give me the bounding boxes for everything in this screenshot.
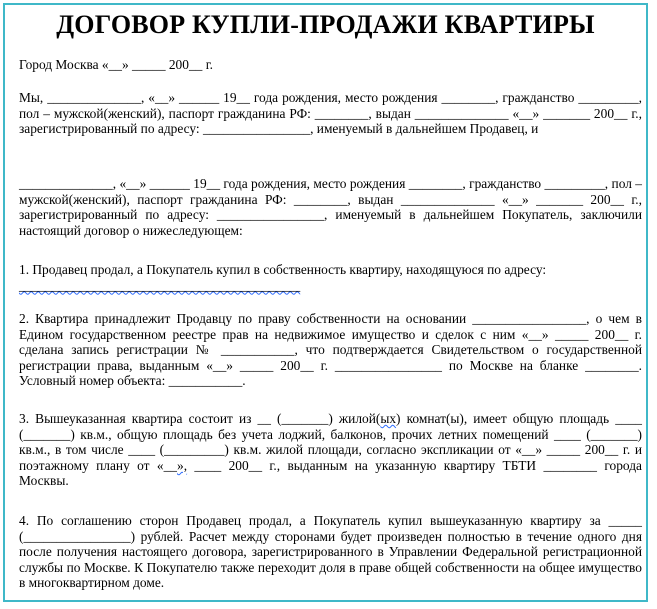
clause-3-spell-mark-2: », (177, 457, 188, 473)
clause-3-part-a: 3. Вышеуказанная квартира состоит из __ (_______) жилой( (19, 411, 381, 426)
seller-paragraph: Мы, ______________, «__» ______ 19__ года рождения, место рождения ________, гражданство _________, пол – мужской(женский), паспорт гражданина РФ: ________, выдан ______________ «__» _______ 200__ г., зарегистрированный по адресу: ________________, именуемый в дальнейшем Продавец, и (19, 90, 642, 137)
clause-1-text: 1. Продавец продал, а Покупатель купил в собственность квартиру, находящуюся по адресу: (19, 262, 547, 277)
clause-4: 4. По соглашению сторон Продавец продал, а Покупатель купил вышеуказанную квартиру за _____ (________________) рублей. Расчет между сторонами будет произведен полностью в течение одного дня после получения настоящего договора, зарегистрированного в Управлении Федеральной регистрационной службы по Москве. К Покупателю также переходит доля в праве общей собственности на общее имущество в многоквартирном доме. (19, 513, 642, 591)
clause-2: 2. Квартира принадлежит Продавцу по праву собственности на основании _________________, о чем в Едином государственном реестре прав на недвижимое имущество и сделок с ним «__» _____ 200__ г. сделана запись регистрации № ___________, что подтверждается Свидетельством о государственной регистрации права, выданным «__» _____ 200__ г. ________________ по Москве на бланке ________. Условный номер объекта: ___________. (19, 311, 642, 389)
clause-3-spell-mark: ых (380, 411, 397, 426)
document-page (3, 3, 648, 602)
clause-3-part-b: ) комнат(ы), имеет общую площадь ____ (_______) кв.м., общую площадь без учета лоджий, балконов, прочих летних помещений ____ (_______) кв.м., в том числе ____ (_________) кв.м. жилой площади, согласно экспликации от «__» _____ 200__ г. и поэтажному плану от «__ (19, 411, 642, 473)
clause-3-part-c: ____ 200__ г., выданным на указанную квартиру ТБТИ ________ города Москвы. (19, 457, 642, 489)
clause-3 (19, 411, 642, 489)
clause-1 (19, 262, 642, 293)
clause-1-address-line: __________________________________________ (19, 277, 301, 293)
document-title: ДОГОВОР КУПЛИ-ПРОДАЖИ КВАРТИРЫ (56, 10, 595, 39)
buyer-paragraph: ______________, «__» ______ 19__ года рождения, место рождения ________, гражданство _________, пол – мужской(женский), паспорт гражданина РФ: ________, выдан ______________ «__» _______ 200__ г., зарегистрированный по адресу: ________________, именуемый в дальнейшем Покупатель, заключили настоящий договор о нижеследующем: (19, 176, 642, 238)
city-date-line: Город Москва «__» _____ 200__ г. (19, 57, 214, 72)
